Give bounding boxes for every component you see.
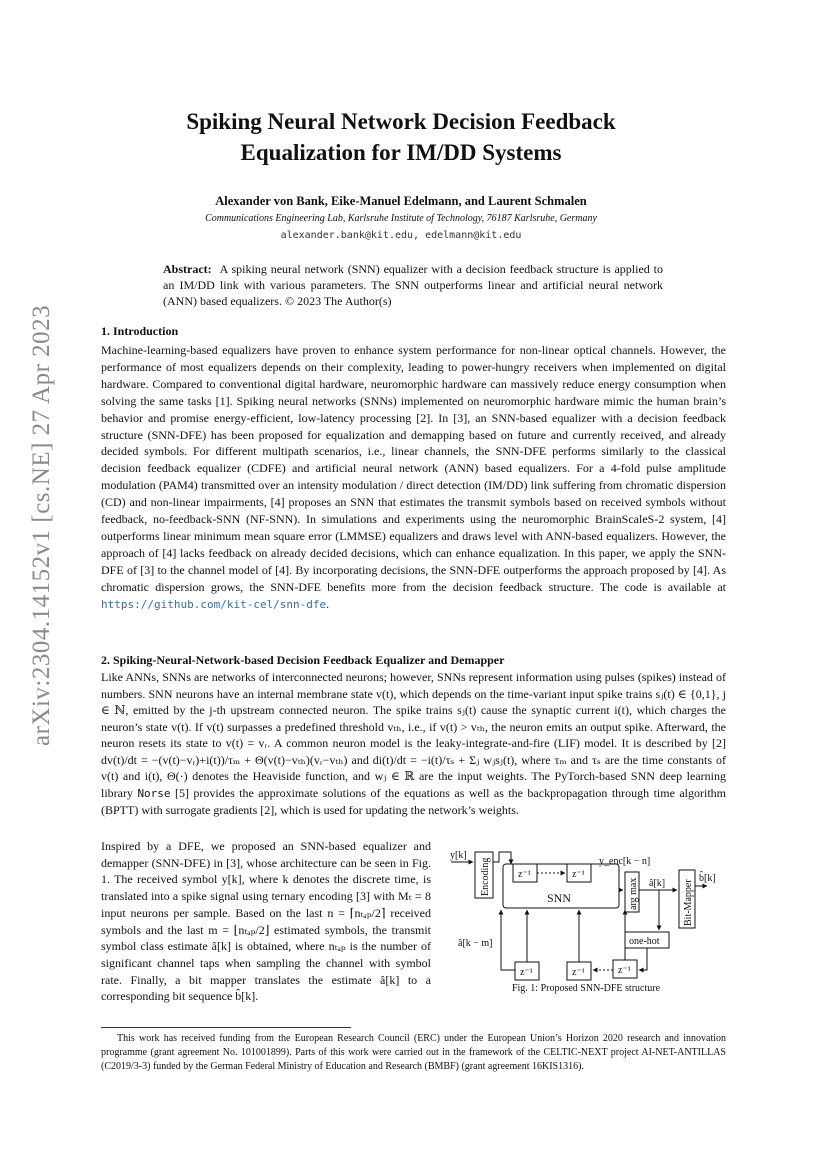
title-line-2: Equalization for IM/DD Systems	[240, 140, 562, 165]
arxiv-identifier: arXiv:2304.14152v1 [cs.NE] 27 Apr 2023	[28, 304, 55, 746]
affiliation: Communications Engineering Lab, Karlsruhe Institute of Technology, 76187 Karlsruhe, Germany	[205, 213, 597, 224]
delay-top-1-label: z⁻¹	[518, 869, 531, 880]
paper-title	[100, 106, 702, 168]
feedback-label: â[k − m]	[458, 938, 493, 949]
footnote-text: This work has received funding from the European Research Council (ERC) under the European Union’s Horizon 2020 research and innovation programme (grant agreement No. 101001899). Parts of this work were carried out in the framework of the CELTIC-NEXT project AI-NET-ANTILLAS (C2019/3-3) funded by the German Federal Ministry of Education and Research (BMBF) (grant agreement 16KIS1316).	[101, 1033, 726, 1073]
delay-bottom-3-label: z⁻¹	[618, 965, 631, 976]
section-2-body-fig: Inspired by a DFE, we proposed an SNN-based equalizer and demapper (SNN-DFE) in [3], whose architecture can be seen in Fig. 1. The received symbol y[k], where k denotes the discrete time, is translated into a spike signal using ternary encoding [3] with Mₜ = 8 input neurons per sample. Based on the last n = ⌈nₜₐₚ/2⌉ received symbols and the last m = ⌊nₜₐₚ/2⌋ estimated symbols, the transmit symbol class estimate â[k] is obtained, where nₜₐₚ is the number of significant channel taps when sampling the channel with symbol rate. Finally, a bit mapper translates the estimate â[k] to a corresponding bit sequence b̂[k].	[101, 839, 431, 1004]
delay-bottom-1-label: z⁻¹	[520, 967, 533, 978]
section-2-heading: 2. Spiking-Neural-Network-based Decision Feedback Equalizer and Demapper	[101, 653, 505, 667]
snn-dfe-figure	[445, 842, 727, 992]
figure-caption: Fig. 1: Proposed SNN-DFE structure	[511, 983, 661, 994]
section-2-body	[101, 669, 726, 819]
abstract-text: A spiking neural network (SNN) equalizer with a decision feedback structure is applied to an IM/DD link with various parameters. The SNN outperforms linear and artificial neural network (ANN) based equalizers. © 2023 The Author(s)	[163, 262, 663, 308]
argmax-label: arg max	[628, 877, 639, 910]
section-1-heading: 1. Introduction	[101, 324, 179, 338]
input-label: y[k]	[450, 850, 467, 861]
ahat-label: â[k]	[649, 878, 666, 889]
abstract	[163, 261, 663, 309]
section-1-text: Machine-learning-based equalizers have proven to enhance system performance for non-linear optical channels. However, the performance of most equalizers depends on their complexity, leading to power-hungry receivers when implemented on digital hardware. Compared to conventional digital hardware, neuromorphic hardware can massively reduce energy consumption when solving the same tasks [1]. Spiking neural networks (SNNs) implemented on neuromorphic hardware mimic the human brain’s behavior and promise energy-efficient, low-latency processing [2]. In [3], an SNN-based equalizer with a decision feedback structure (SNN-DFE) has been proposed for equalization and demapping based on future and currently received, and already decided symbols. For different multipath scenarios, i.e., linear channels, the SNN-DFE performs similarly to the classical decision feedback equalizer (CDFE) and artificial neural network (ANN) based equalizers. For a 4-fold pulse amplitude modulation (PAM4) transmitted over an intensity modulation / direct detection (IM/DD) link suffering from chromatic dispersion (CD) and non-linear impairments, [4] proposes an SNN that estimates the transmit symbols based on received symbols without feedback, no-feedback-SNN (NF-SNN). In simulations and experiments using the neuromorphic BrainScaleS-2 system, [4] outperforms linear minimum mean square error (LMMSE) equalizers and draws level with ANN-based equalizers. However, the approach of [4] lacks feedback on already decided decisions, which can enhance equalization. In this paper, we apply the SNN-DFE of [3] to the channel model of [4]. By incorporating decisions, the SNN-DFE outperforms the approach proposed by [4]. As chromatic dispersion grows, the SNN-DFE benefits more from the decision feedback structure. The code is available at	[101, 343, 726, 594]
bhat-label: b̂[k]	[699, 873, 716, 884]
abstract-label: Abstract:	[163, 262, 212, 276]
section-2-text-2: [5] provides the approximate solutions of the equations as well as the backpropagation through time algorithm (BPTT) with surrogate gradients [2], which is used for updating the network’s weights.	[101, 785, 727, 817]
delay-bottom-2-label: z⁻¹	[572, 967, 585, 978]
section-2-text: Like ANNs, SNNs are networks of interconnected neurons; however, SNNs represent information using pulses (spikes) instead of numbers. SNN neurons have an internal membrane state v(t), which depends on the time-variant input spike trains sⱼ(t) ∈ {0,1}, j ∈ ℕ, emitted by the j-th upstream connected neuron. The spike trains sⱼ(t) cause the synaptic current i(t), which charges the neuron’s state v(t). If v(t) surpasses a predefined threshold vₜₕ, i.e., if v(t) > vₜₕ, the neuron emits an output spike. Afterward, the neuron resets its state to v(t) = vᵣ. A common neuron model is the leaky-integrate-and-fire (LIF) model. It is described by [2] dv(t)/dt = −(v(t)−vᵣ)+i(t))/τₘ + Θ(v(t)−vₜₕ)(vᵣ−vₜₕ) and di(t)/dt = −i(t)/τₛ + Σⱼ wⱼsⱼ(t), where τₘ and τₛ are the time constants of v(t) and i(t), Θ(·) denotes the Heaviside function, and wⱼ ∈ ℝ are the input weights. The PyTorch-based SNN deep learning library	[101, 670, 726, 800]
section-1-end: .	[326, 596, 330, 611]
onehot-label: one-hot	[629, 936, 660, 947]
encoding-label: Encoding	[480, 857, 491, 896]
yenc-label: y_enc[k − n]	[599, 856, 651, 867]
authors: Alexander von Bank, Eike-Manuel Edelmann, and Laurent Schmalen	[215, 194, 587, 208]
title-line-1: Spiking Neural Network Decision Feedback	[186, 109, 616, 134]
snn-label: SNN	[547, 891, 572, 905]
author-emails: alexander.bank@kit.edu, edelmann@kit.edu	[280, 230, 522, 241]
code-link[interactable]: https://github.com/kit-cel/snn-dfe	[101, 597, 327, 611]
funding-footnote	[101, 1032, 726, 1075]
delay-top-2-label: z⁻¹	[572, 869, 585, 880]
footnote-rule	[101, 1027, 351, 1028]
section-1-body	[101, 342, 726, 614]
norse-library: Norse	[137, 786, 171, 800]
bitmapper-label: Bit-Mapper	[683, 879, 694, 926]
